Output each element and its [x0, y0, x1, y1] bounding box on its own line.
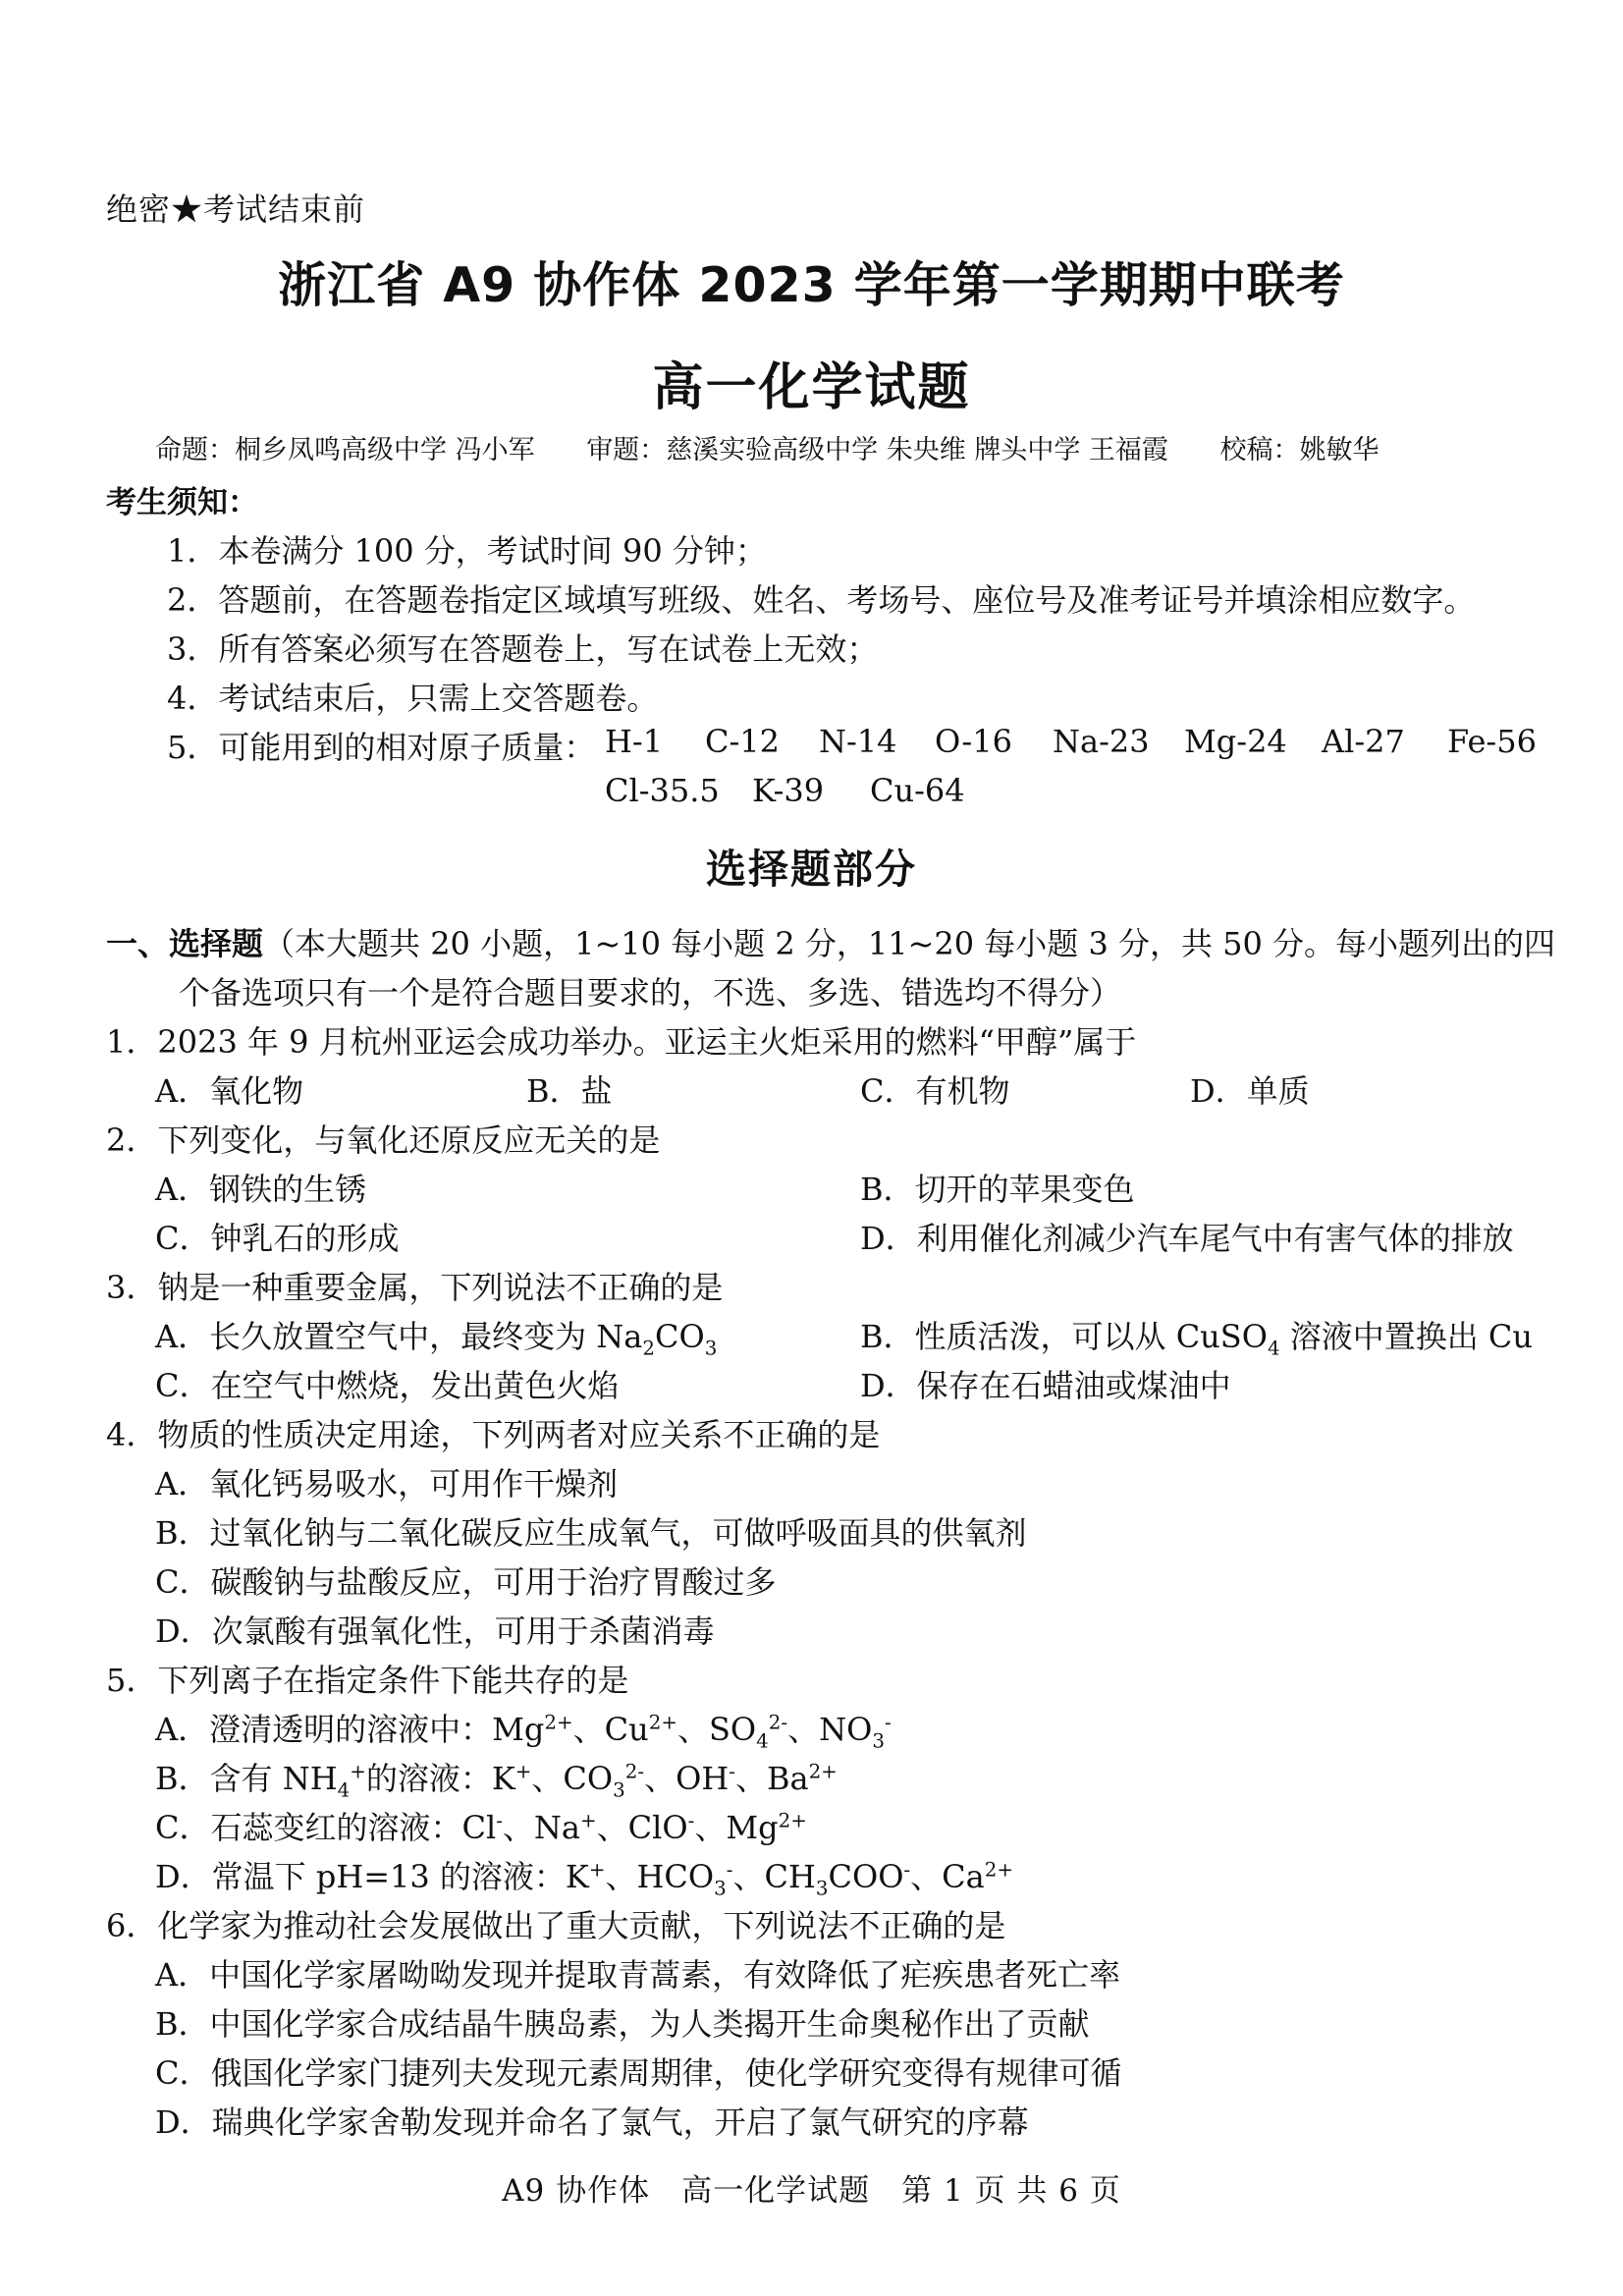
text: 、ClO	[596, 1809, 688, 1846]
notice-item: 1．本卷满分 100 分，考试时间 90 分钟；	[167, 532, 767, 570]
option-d: D．利用催化剂减少汽车尾气中有害气体的排放	[860, 1220, 1514, 1257]
option-a: A．氧化物	[155, 1072, 304, 1110]
option-c: C．在空气中燃烧，发出黄色火焰	[155, 1367, 620, 1404]
subscript: 4	[1267, 1337, 1280, 1360]
text: 、CO	[531, 1760, 614, 1797]
section-heading: 选择题部分	[706, 846, 917, 893]
text: 、Cu	[572, 1711, 649, 1748]
subscript: 3	[714, 1877, 727, 1900]
atomic-mass: Mg-24	[1184, 723, 1287, 760]
question-stem: 3．钠是一种重要金属，下列说法不正确的是	[106, 1269, 724, 1306]
part-label: 一、选择题	[106, 925, 264, 962]
option-c	[155, 1803, 807, 1848]
text: 、NO	[787, 1711, 873, 1748]
notice-item: 3．所有答案必须写在答题卷上，写在试卷上无效；	[167, 630, 879, 668]
text: B．含有 NH	[155, 1760, 338, 1797]
subscript: 3	[815, 1877, 829, 1900]
author-proofreader: 校稿：姚敏华	[1219, 435, 1380, 465]
subscript: 2	[642, 1337, 655, 1360]
superscript: +	[514, 1760, 532, 1783]
option-d: D．单质	[1190, 1072, 1310, 1110]
subscript: 4	[337, 1778, 351, 1802]
atomic-mass: Cu-64	[870, 772, 965, 809]
authors-line	[155, 428, 1423, 466]
text: 、Ca	[910, 1858, 985, 1895]
superscript: -	[726, 1858, 733, 1882]
atomic-mass: O-16	[935, 723, 1012, 760]
part-description-cont: 个备选项只有一个是符合题目要求的，不选、多选、错选均不得分）	[179, 974, 1122, 1011]
superscript: 2+	[648, 1711, 677, 1734]
subscript: 3	[872, 1729, 885, 1753]
superscript: +	[580, 1809, 597, 1832]
text: COO	[828, 1858, 904, 1895]
author-reviewer: 审题：慈溪实验高级中学 朱央维 牌头中学 王福霞	[586, 435, 1168, 465]
question-stem: 5．下列离子在指定条件下能共存的是	[106, 1662, 629, 1699]
part-instructions	[106, 919, 1555, 964]
superscript: -	[687, 1809, 695, 1832]
exam-title: 浙江省 A9 协作体 2023 学年第一学期期中联考	[278, 257, 1345, 313]
subscript: 3	[704, 1337, 718, 1360]
confidential-mark: 绝密★考试结束前	[106, 191, 366, 228]
atomic-mass: Fe-56	[1447, 723, 1537, 760]
option-b	[155, 1754, 838, 1802]
question-stem: 4．物质的性质决定用途，下列两者对应关系不正确的是	[106, 1416, 881, 1453]
text: 、CH	[732, 1858, 816, 1895]
option-a: A．钢铁的生锈	[155, 1171, 367, 1208]
option-d: D．次氯酸有强氧化性，可用于杀菌消毒	[155, 1613, 715, 1650]
option-b: B．盐	[526, 1072, 613, 1110]
option-a	[155, 1312, 718, 1360]
text: 的溶液：K	[365, 1760, 515, 1797]
atomic-mass: C-12	[705, 723, 781, 760]
text: B．性质活泼，可以从 CuSO	[860, 1318, 1268, 1355]
notice-item: 5．可能用到的相对原子质量：	[167, 729, 596, 766]
text: 、SO	[676, 1711, 757, 1748]
atomic-mass: N-14	[819, 723, 897, 760]
text: A．长久放置空气中，最终变为 Na	[155, 1318, 643, 1355]
subscript: 3	[613, 1778, 625, 1802]
superscript: 2+	[984, 1858, 1013, 1882]
option-a: A．中国化学家屠呦呦发现并提取青蒿素，有效降低了疟疾患者死亡率	[155, 1956, 1121, 1994]
option-b: B．过氧化钠与二氧化碳反应生成氧气，可做呼吸面具的供氧剂	[155, 1514, 1027, 1552]
superscript: -	[496, 1809, 503, 1832]
option-b: B．中国化学家合成结晶牛胰岛素，为人类揭开生命奥秘作出了贡献	[155, 2005, 1090, 2043]
atomic-mass: Na-23	[1053, 723, 1150, 760]
text: 、OH	[644, 1760, 730, 1797]
superscript: 2-	[624, 1760, 645, 1783]
text: D．常温下 pH=13 的溶液：K	[155, 1858, 589, 1895]
page-footer: A9 协作体 高一化学试题 第 1 页 共 6 页	[502, 2173, 1121, 2209]
text: 、Ba	[734, 1760, 809, 1797]
text: A．澄清透明的溶液中：Mg	[155, 1711, 545, 1748]
text: 、HCO	[605, 1858, 715, 1895]
subscript: 4	[756, 1729, 769, 1753]
option-c: C．有机物	[860, 1072, 1010, 1110]
text: 溶液中置换出 Cu	[1279, 1318, 1534, 1355]
atomic-masses-row2	[0, 772, 1623, 811]
question-stem: 1．2023 年 9 月杭州亚运会成功举办。亚运主火炬采用的燃料“甲醇”属于	[106, 1023, 1137, 1061]
superscript: 2+	[808, 1760, 838, 1783]
option-c: C．钟乳石的形成	[155, 1220, 400, 1257]
question-stem: 2．下列变化，与氧化还原反应无关的是	[106, 1121, 661, 1159]
text: C．石蕊变红的溶液：Cl	[155, 1809, 497, 1846]
text: CO	[655, 1318, 705, 1355]
text: 、Mg	[694, 1809, 779, 1846]
atomic-mass: Al-27	[1322, 723, 1405, 760]
option-a	[155, 1705, 892, 1753]
option-d: D．保存在石蜡油或煤油中	[860, 1367, 1231, 1404]
option-b: B．切开的苹果变色	[860, 1171, 1135, 1208]
superscript: -	[729, 1760, 735, 1783]
atomic-mass: K-39	[752, 772, 825, 809]
option-d: D．瑞典化学家舍勒发现并命名了氯气，开启了氯气研究的序幕	[155, 2104, 1029, 2141]
superscript: -	[884, 1711, 892, 1734]
superscript: +	[588, 1858, 606, 1882]
superscript: 2-	[768, 1711, 788, 1734]
superscript: +	[350, 1760, 366, 1783]
superscript: 2+	[544, 1711, 573, 1734]
option-a: A．氧化钙易吸水，可用作干燥剂	[155, 1465, 619, 1503]
text: 、Na	[502, 1809, 581, 1846]
superscript: -	[903, 1858, 911, 1882]
option-b	[860, 1312, 1534, 1360]
part-description: （本大题共 20 小题，1~10 每小题 2 分，11~20 每小题 3 分，共 50 分。每小题列出的四	[263, 925, 1556, 962]
option-d	[155, 1852, 1013, 1900]
atomic-masses-row1	[0, 723, 1623, 762]
atomic-mass: H-1	[605, 723, 664, 760]
notice-item: 4．考试结束后，只需上交答题卷。	[167, 680, 659, 717]
superscript: 2+	[778, 1809, 807, 1832]
question-stem: 6．化学家为推动社会发展做出了重大贡献，下列说法不正确的是	[106, 1907, 1006, 1944]
exam-subtitle: 高一化学试题	[652, 358, 971, 417]
option-c: C．碳酸钠与盐酸反应，可用于治疗胃酸过多	[155, 1563, 777, 1601]
author-setter: 命题：桐乡凤鸣高级中学 冯小军	[155, 435, 535, 465]
atomic-mass: Cl-35.5	[605, 772, 720, 809]
option-c: C．俄国化学家门捷列夫发现元素周期律，使化学研究变得有规律可循	[155, 2054, 1122, 2092]
notice-item: 2．答题前，在答题卷指定区域填写班级、姓名、考场号、座位号及准考证号并填涂相应数字。	[167, 581, 1476, 619]
notice-heading: 考生须知：	[106, 485, 258, 520]
